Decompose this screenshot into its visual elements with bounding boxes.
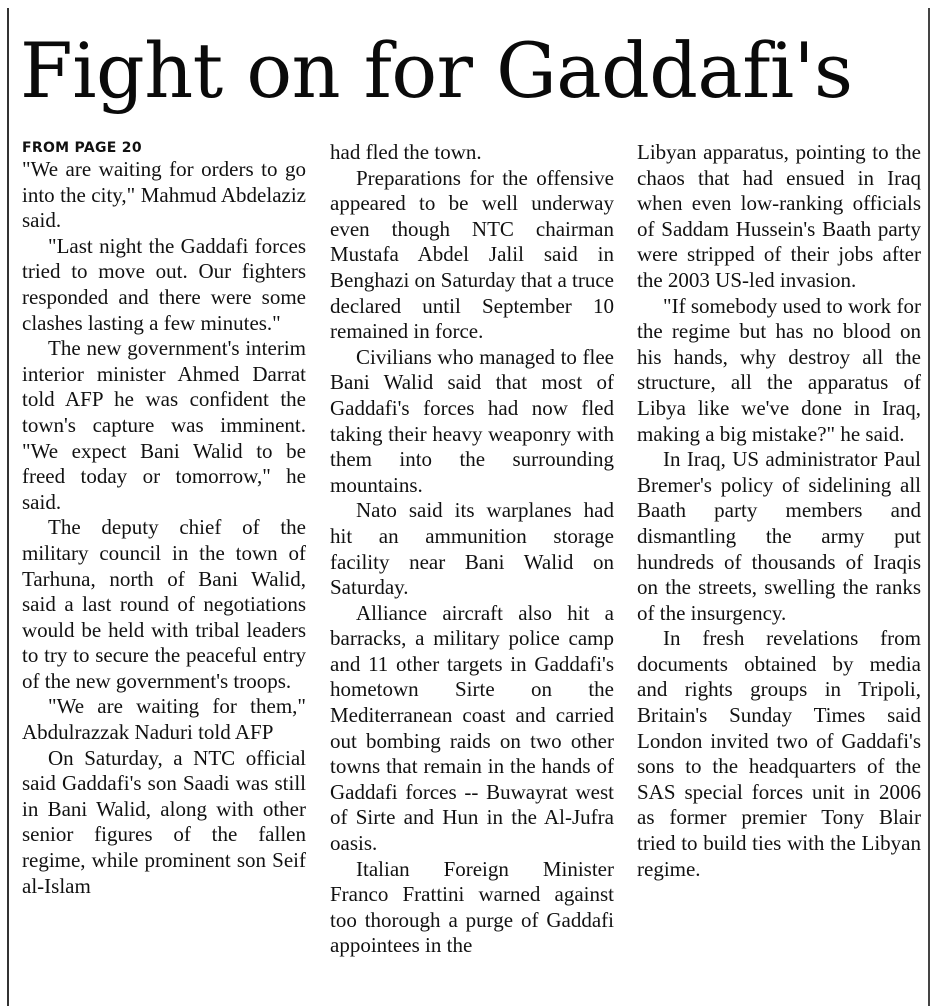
right-border-rule <box>928 8 930 1006</box>
continued-from-kicker: FROM PAGE 20 <box>22 140 142 156</box>
paragraph: On Saturday, a NTC official said Gaddafi's son Saadi was still in Bani Walid, along with other senior figures of the fallen regime, while prominent son Seif al-Islam <box>22 745 306 898</box>
paragraph: The new government's interim interior minister Ahmed Darrat told AFP he was confident the town's capture was imminent. "We expect Bani Walid to be freed today or tomorrow," he said. <box>22 336 306 514</box>
paragraph: Preparations for the offensive appeared to be well underway even though NTC chairman Mustafa Abdel Jalil said in Benghazi on Saturday that a truce declared until September 10 remained in force. <box>330 165 614 344</box>
paragraph: The deputy chief of the military council in the town of Tarhuna, north of Bani Walid, said a last round of negotiations would be held with tribal leaders to try to secure the peaceful entry of the new government's troops. <box>22 515 306 693</box>
article-column-2 <box>330 140 614 1002</box>
paragraph: "We are waiting for orders to go into the city," Mahmud Abdelaziz said. <box>22 157 306 233</box>
paragraph: Civilians who managed to flee Bani Walid said that most of Gaddafi's forces had now fled taking their heavy weaponry with them into the surrounding mountains. <box>330 344 614 497</box>
paragraph: Italian Foreign Minister Franco Frattini warned against too thorough a purge of Gaddafi appointees in the <box>330 856 614 958</box>
article-column-1 <box>22 140 306 1002</box>
paragraph: had fled the town. <box>330 140 482 164</box>
paragraph: Alliance aircraft also hit a barracks, a military police camp and 11 other targets in Gaddafi's hometown Sirte on the Mediterranean coast and carried out bombing raids on two other towns that remain in the hands of Gaddafi forces -- Buwayrat west of Sirte and Hun in the Al-Jufra oasis. <box>330 600 614 856</box>
paragraph: "Last night the Gaddafi forces tried to move out. Our fighters responded and there were some clashes lasting a few minutes." <box>22 233 306 335</box>
paragraph: "If somebody used to work for the regime but has no blood on his hands, why destroy all the structure, all the apparatus of Libya like we've done in Iraq, making a big mistake?" he said. <box>637 293 921 446</box>
paragraph: Libyan apparatus, pointing to the chaos that had ensued in Iraq when even low-ranking officials of Saddam Hussein's Baath party were stripped of their jobs after the 2003 US-led invasion. <box>637 140 921 292</box>
paragraph: In Iraq, US administrator Paul Bremer's policy of sidelining all Baath party members and dismantling the army put hundreds of thousands of Iraqis on the streets, swelling the ranks of the insurgency. <box>637 447 921 625</box>
article-column-3 <box>637 140 921 1002</box>
paragraph: Nato said its warplanes had hit an ammunition storage facility near Bani Walid on Saturday. <box>330 498 614 600</box>
paragraph: In fresh revelations from documents obtained by media and rights groups in Tripoli, Britain's Sunday Times said London invited two of Gaddafi's sons to the headquarters of the SAS special forces unit in 2006 as former premier Tony Blair tried to build ties with the Libyan regime. <box>637 626 921 881</box>
left-border-rule <box>7 8 9 1006</box>
paragraph: "We are waiting for them," Abdulrazzak Naduri told AFP <box>22 694 306 745</box>
headline: Fight on for Gaddafi's <box>20 26 853 115</box>
